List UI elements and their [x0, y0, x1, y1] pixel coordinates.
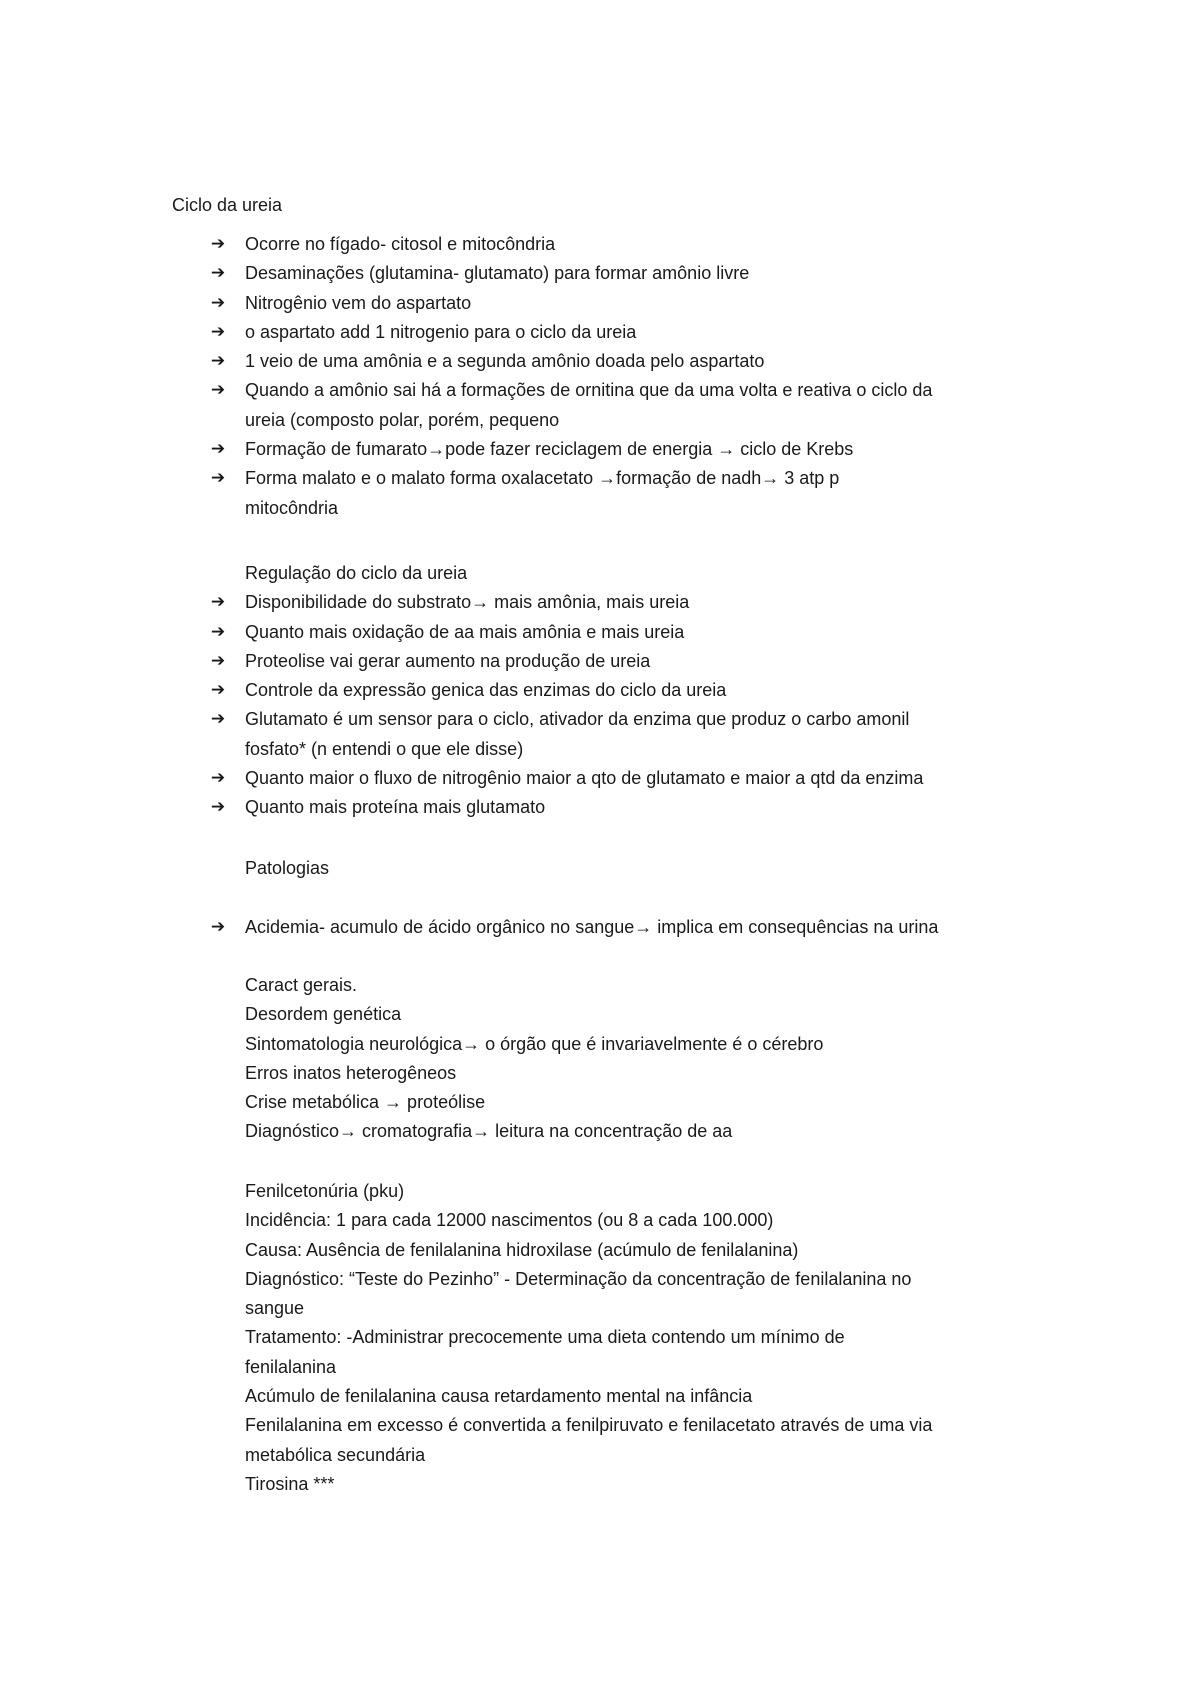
line-text: fosfato* (n entendi o que ele disse) [245, 738, 524, 759]
text-line [0, 1294, 1200, 1323]
text-line [0, 559, 1200, 588]
line-text: Quando a amônio sai há a formações de ornitina que da uma volta e reativa o ciclo da [245, 380, 933, 401]
section-ciclo-ureia [0, 230, 1200, 523]
text-line [0, 1059, 1200, 1088]
text-line [0, 854, 1200, 883]
section-caract-gerais [0, 971, 1200, 1147]
line-text: Regulação do ciclo da ureia [245, 563, 468, 583]
text-line [0, 1411, 1200, 1440]
bullet-item [0, 913, 1200, 942]
line-text: metabólica secundária [245, 1444, 426, 1465]
text-line [0, 1382, 1200, 1411]
text-line [0, 735, 1200, 764]
line-text: mitocôndria [245, 497, 339, 518]
text-line [0, 494, 1200, 523]
line-text: Sintomatologia neurológica→ o órgão que é invariavelmente é o cérebro [245, 1033, 824, 1054]
bullet-item [0, 618, 1200, 647]
line-text: Acúmulo de fenilalanina causa retardamento mental na infância [245, 1386, 753, 1407]
text-line [0, 1000, 1200, 1029]
section-patologias [0, 854, 1200, 883]
arrow-bullet-icon: ➔ [210, 797, 226, 818]
line-text: Acidemia- acumulo de ácido orgânico no sangue→ implica em consequências na urina [245, 917, 939, 937]
line-text: o aspartato add 1 nitrogenio para o ciclo da ureia [245, 321, 637, 342]
text-line [0, 1441, 1200, 1470]
arrow-bullet-icon: ➔ [210, 680, 226, 701]
line-text: Disponibilidade do substrato→ mais amônia, mais ureia [245, 592, 690, 613]
line-text: Proteolise vai gerar aumento na produção de ureia [245, 650, 651, 671]
bullet-item [0, 705, 1200, 734]
bullet-item [0, 764, 1200, 793]
bullet-item [0, 464, 1200, 493]
line-text: Fenilcetonúria (pku) [245, 1181, 405, 1201]
line-text: Controle da expressão genica das enzimas do ciclo da ureia [245, 680, 727, 701]
section-acidemia [0, 913, 1200, 942]
bullet-item [0, 289, 1200, 318]
section-fenilcetonuria [0, 1177, 1200, 1499]
line-text: Caract gerais. [245, 975, 358, 995]
line-text: ureia (composto polar, porém, pequeno [245, 409, 560, 430]
bullet-item [0, 647, 1200, 676]
arrow-bullet-icon: ➔ [210, 263, 226, 284]
line-text: Forma malato e o malato forma oxalacetato →formação de nadh→ 3 atp p [245, 468, 840, 489]
line-text: Crise metabólica → proteólise [245, 1092, 486, 1113]
arrow-bullet-icon: ➔ [210, 351, 226, 372]
line-text: Diagnóstico→ cromatografia→ leitura na concentração de aa [245, 1121, 733, 1142]
arrow-bullet-icon: ➔ [210, 650, 226, 671]
text-line [0, 1470, 1200, 1499]
line-text: Quanto maior o fluxo de nitrogênio maior a qto de glutamato e maior a qtd da enzima [245, 768, 924, 789]
bullet-item [0, 588, 1200, 617]
bullet-item [0, 435, 1200, 464]
line-text: Ocorre no fígado- citosol e mitocôndria [245, 234, 556, 254]
text-line [0, 1323, 1200, 1352]
line-text: Tirosina *** [245, 1473, 335, 1494]
text-line [0, 1236, 1200, 1265]
bullet-item [0, 376, 1200, 405]
arrow-bullet-icon: ➔ [210, 709, 226, 730]
arrow-bullet-icon: ➔ [210, 468, 226, 489]
line-text: Glutamato é um sensor para o ciclo, ativador da enzima que produz o carbo amonil [245, 709, 910, 730]
line-text: Tratamento: -Administrar precocemente uma dieta contendo um mínimo de [245, 1327, 845, 1348]
line-text: Nitrogênio vem do aspartato [245, 292, 472, 313]
document-title: Ciclo da ureia [172, 195, 283, 215]
bullet-item [0, 347, 1200, 376]
text-line [0, 1117, 1200, 1146]
arrow-bullet-icon: ➔ [210, 234, 226, 254]
line-text: fenilalanina [245, 1356, 337, 1377]
text-line [0, 1088, 1200, 1117]
text-line [0, 1353, 1200, 1382]
line-text: Formação de fumarato→pode fazer reciclagem de energia → ciclo de Krebs [245, 439, 854, 460]
line-text: Incidência: 1 para cada 12000 nascimentos (ou 8 a cada 100.000) [245, 1210, 774, 1231]
section-regulacao [0, 559, 1200, 823]
arrow-bullet-icon: ➔ [210, 380, 226, 401]
line-text: Fenilalanina em excesso é convertida a fenilpiruvato e fenilacetato através de uma via [245, 1415, 933, 1436]
line-text: Causa: Ausência de fenilalanina hidroxilase (acúmulo de fenilalanina) [245, 1239, 799, 1260]
line-text: Desaminações (glutamina- glutamato) para formar amônio livre [245, 263, 750, 284]
arrow-bullet-icon: ➔ [210, 292, 226, 313]
line-text: Desordem genética [245, 1004, 402, 1025]
arrow-bullet-icon: ➔ [210, 768, 226, 789]
arrow-bullet-icon: ➔ [210, 621, 226, 642]
bullet-item [0, 230, 1200, 259]
line-text: Patologias [245, 858, 330, 878]
text-line [0, 1177, 1200, 1206]
text-line [0, 406, 1200, 435]
line-text: 1 veio de uma amônia e a segunda amônio doada pelo aspartato [245, 351, 765, 372]
line-text: Erros inatos heterogêneos [245, 1062, 457, 1083]
arrow-bullet-icon: ➔ [210, 917, 226, 937]
line-text: Quanto mais oxidação de aa mais amônia e mais ureia [245, 621, 685, 642]
bullet-item [0, 259, 1200, 288]
text-line [0, 971, 1200, 1000]
arrow-bullet-icon: ➔ [210, 439, 226, 460]
arrow-bullet-icon: ➔ [210, 321, 226, 342]
line-text: Diagnóstico: “Teste do Pezinho” - Determinação da concentração de fenilalanina no [245, 1268, 912, 1289]
text-line [0, 1206, 1200, 1235]
line-text: Quanto mais proteína mais glutamato [245, 797, 546, 818]
line-text: sangue [245, 1298, 305, 1319]
bullet-item [0, 676, 1200, 705]
text-line [0, 1265, 1200, 1294]
bullet-item [0, 318, 1200, 347]
bullet-item [0, 793, 1200, 822]
text-line [0, 1030, 1200, 1059]
arrow-bullet-icon: ➔ [210, 592, 226, 613]
